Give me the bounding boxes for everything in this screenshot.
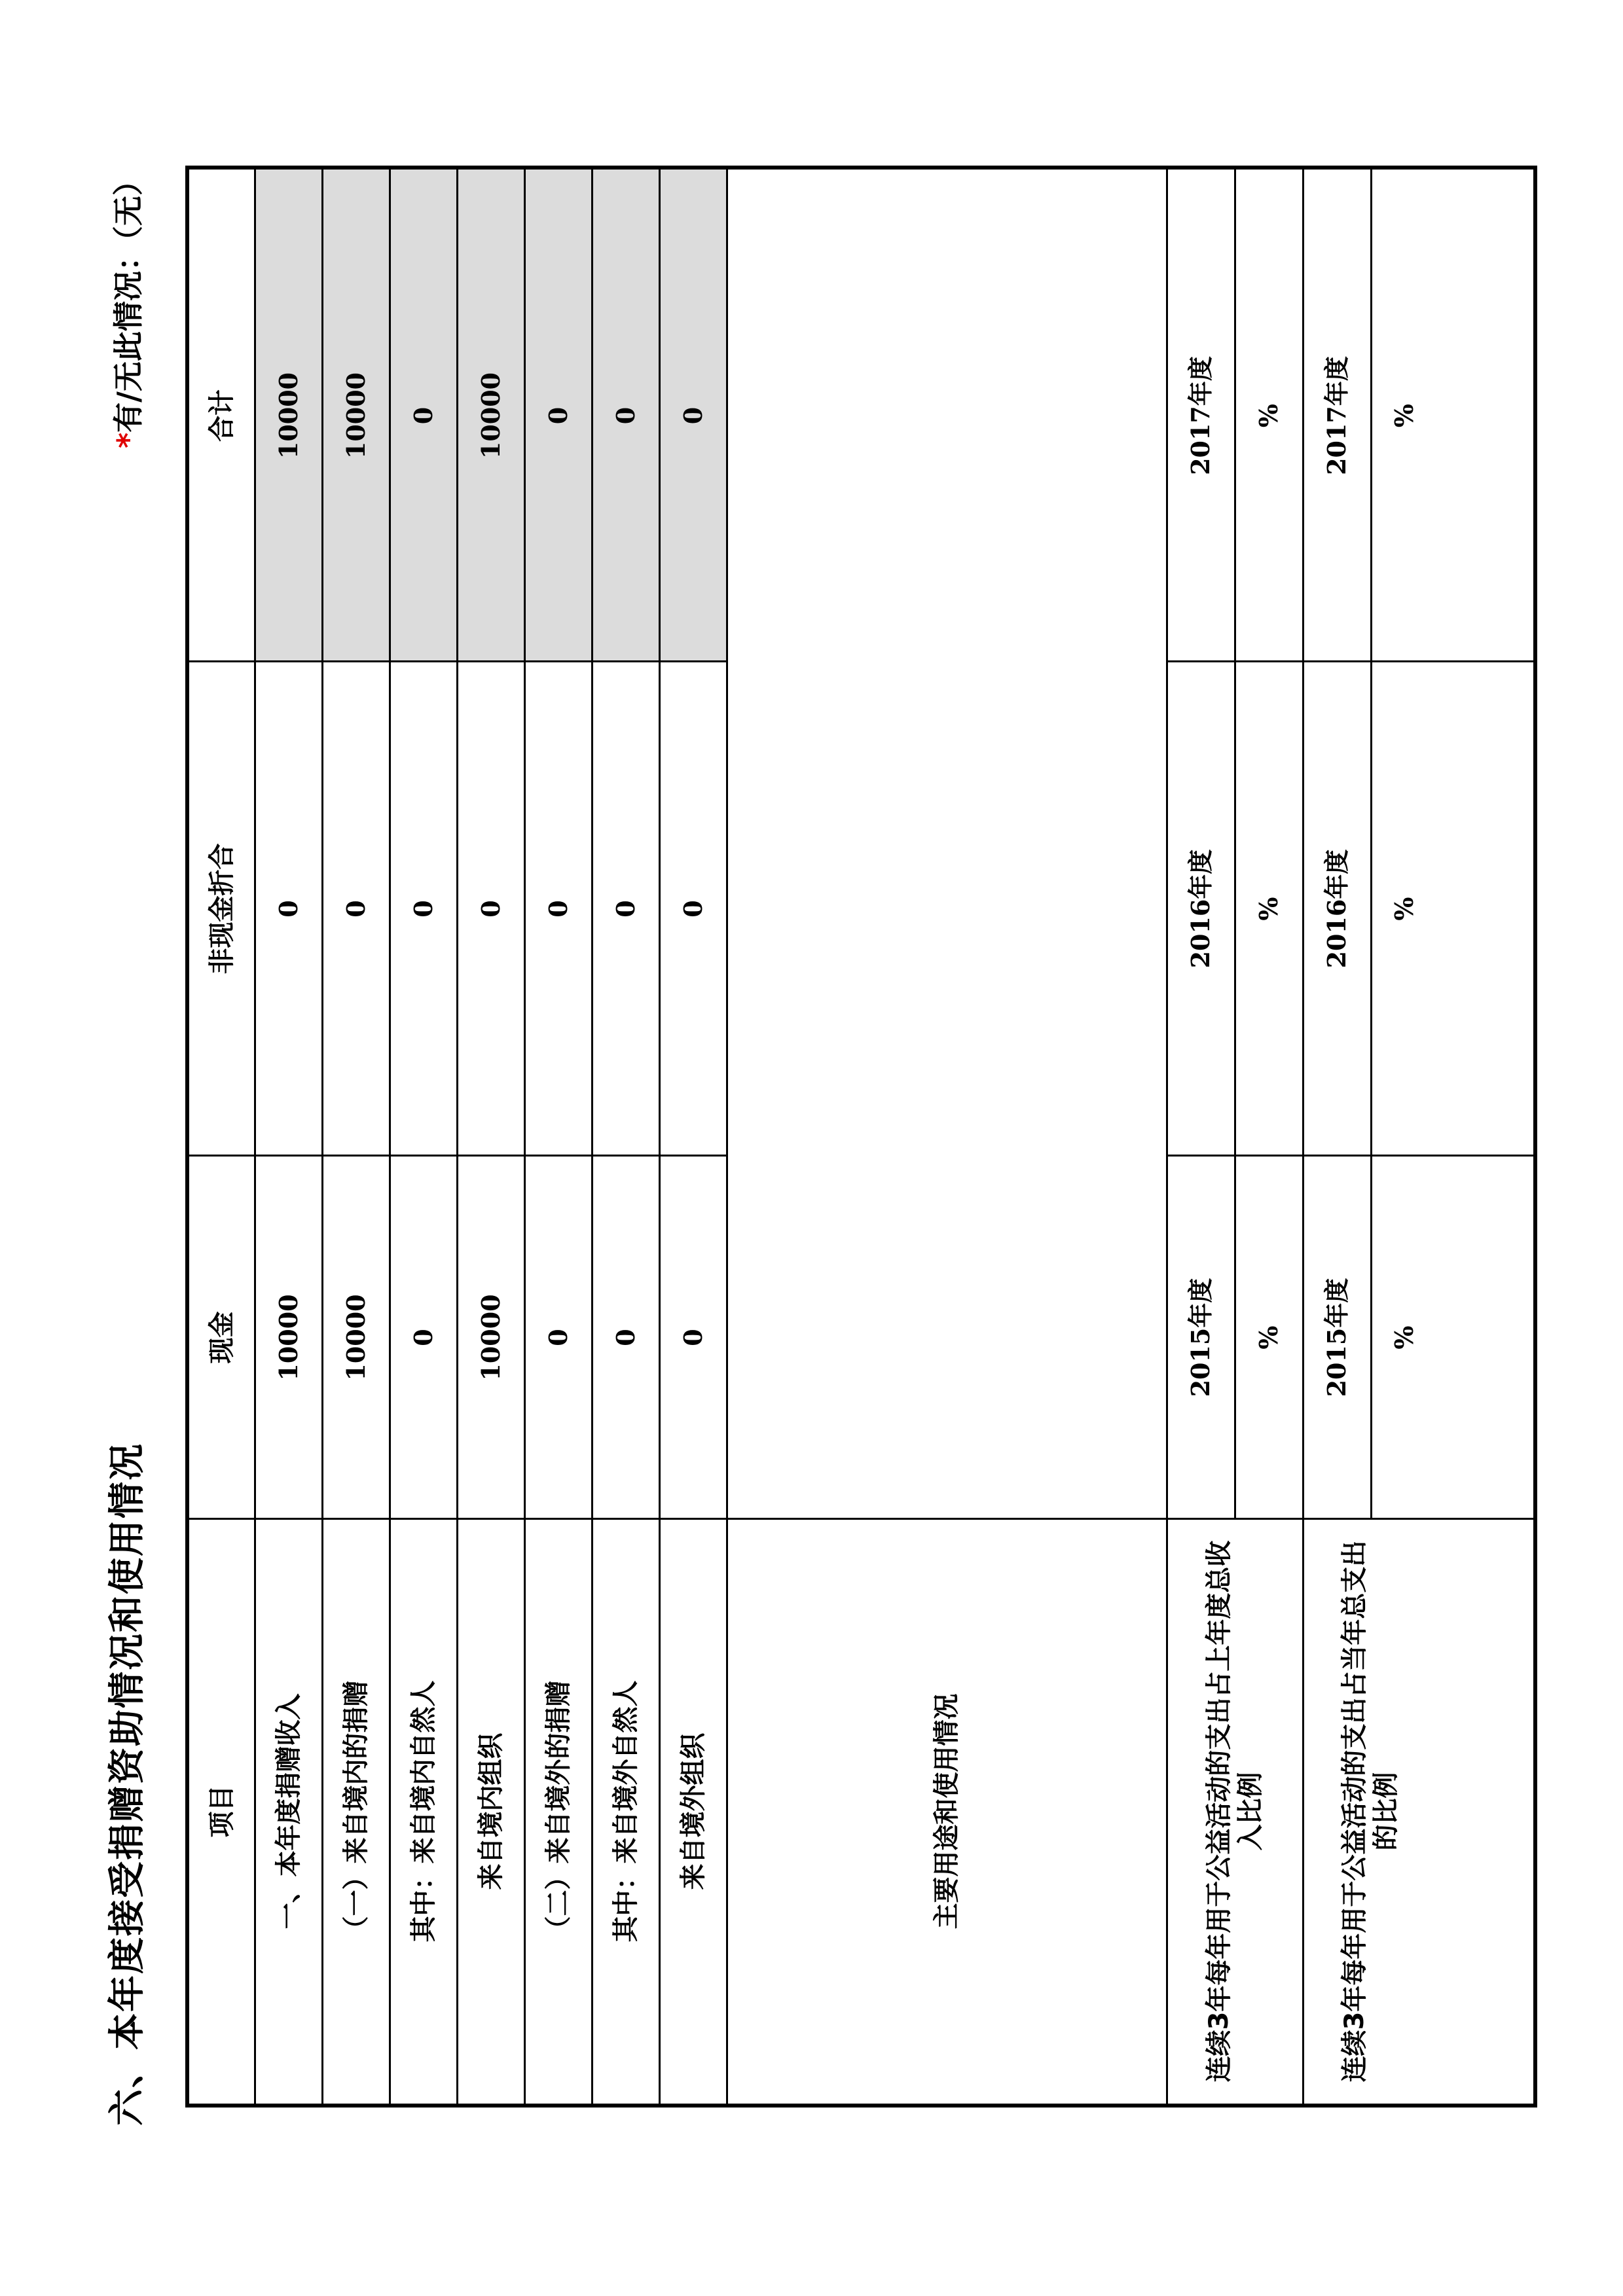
row-cash: 10000 [340, 1294, 371, 1381]
grid-line [189, 1518, 1533, 1520]
ratio-value: % [1389, 403, 1419, 428]
row-total: 10000 [475, 372, 505, 459]
row-noncash: 0 [678, 900, 708, 918]
row-noncash: 0 [543, 900, 573, 918]
grid-line [1167, 660, 1533, 662]
ratio-year: 2016年度 [1186, 849, 1216, 969]
header-noncash: 非现金折合 [207, 843, 237, 975]
ratio-year: 2015年度 [1322, 1278, 1352, 1397]
row-noncash: 0 [475, 900, 505, 918]
row-label: （二）来自境外的捐赠 [543, 1680, 574, 1943]
donation-table [185, 166, 1537, 2108]
row-total: 10000 [340, 372, 371, 459]
row-cash: 0 [543, 1329, 573, 1346]
grid-line [189, 1155, 727, 1157]
row-noncash: 0 [273, 900, 303, 918]
row-cash: 0 [408, 1329, 438, 1346]
row-total: 0 [543, 406, 573, 425]
grid-line [389, 170, 391, 2104]
usage-label: 主要用途和使用情况 [932, 1693, 962, 1929]
row-label: 来自境外组织 [678, 1732, 708, 1890]
header-item: 项目 [207, 1785, 237, 1838]
grid-line [524, 170, 526, 2104]
row-cash: 10000 [475, 1294, 505, 1381]
row-noncash: 0 [610, 900, 640, 918]
grid-line [1167, 1155, 1533, 1157]
ratio-year: 2017年度 [1186, 356, 1216, 475]
usage-content [727, 170, 1167, 1519]
ratio-label: 连续3年每年用于公益活动的支出占当年总支出的比例 [1340, 1540, 1401, 2083]
grid-line [1166, 170, 1168, 2104]
row-noncash: 0 [408, 900, 438, 918]
section-heading: 六、本年度接受捐赠资助情况和使用情况 [106, 1443, 149, 2126]
grid-line [1302, 170, 1304, 2104]
row-total: 10000 [273, 372, 303, 459]
grid-line [189, 660, 727, 662]
grid-line [726, 170, 728, 2104]
header-total: 合计 [207, 389, 237, 442]
row-label: 其中：来自境内自然人 [408, 1680, 439, 1943]
grid-line [254, 170, 256, 2104]
header-cash: 现金 [207, 1311, 237, 1364]
grid-line [591, 170, 593, 2104]
ratio-value: % [1389, 1325, 1419, 1350]
row-total: 0 [678, 406, 708, 425]
ratio-year: 2016年度 [1322, 849, 1352, 969]
row-cash: 10000 [273, 1294, 303, 1381]
ratio-label: 连续3年每年用于公益活动的支出占上年度总收入比例 [1204, 1540, 1266, 2083]
ratio-value: % [1389, 897, 1419, 921]
presence-note [105, 166, 148, 448]
row-label: 来自境内组织 [475, 1732, 506, 1890]
row-label: 一、本年度捐赠收入 [273, 1693, 304, 1929]
ratio-value: % [1254, 1325, 1284, 1350]
ratio-year: 2017年度 [1322, 356, 1352, 475]
grid-line [1234, 170, 1236, 1519]
row-label: 其中：来自境外自然人 [610, 1680, 641, 1943]
ratio-year: 2015年度 [1186, 1278, 1216, 1397]
ratio-value: % [1254, 403, 1284, 428]
grid-line [1370, 170, 1372, 1519]
row-total: 0 [408, 406, 438, 425]
required-star: * [111, 432, 146, 448]
grid-line [456, 170, 458, 2104]
row-noncash: 0 [340, 900, 371, 918]
presence-note-text: 有/无此情况：（无） [111, 166, 146, 433]
ratio-value: % [1254, 897, 1284, 921]
row-total: 0 [610, 406, 640, 425]
row-label: （一）来自境内的捐赠 [340, 1680, 371, 1943]
row-cash: 0 [610, 1329, 640, 1346]
row-cash: 0 [678, 1329, 708, 1346]
grid-line [321, 170, 323, 2104]
grid-line [659, 170, 661, 2104]
